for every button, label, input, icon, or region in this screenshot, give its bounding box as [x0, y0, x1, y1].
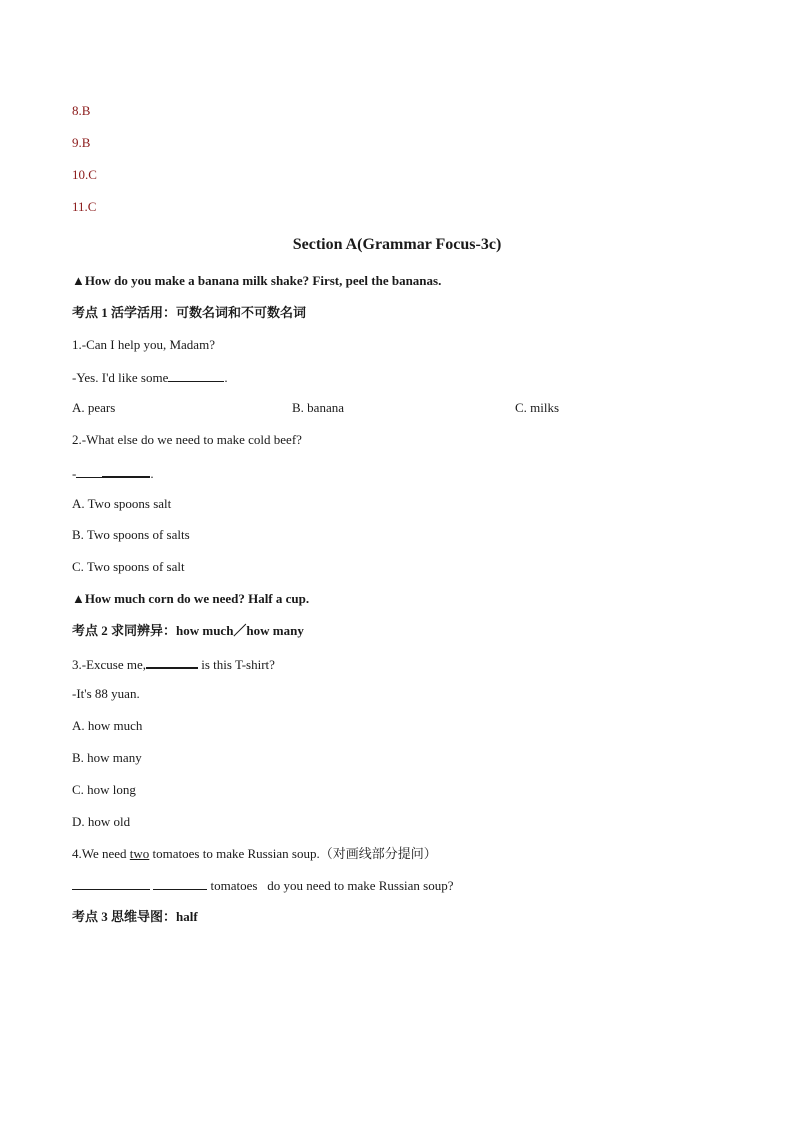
question-3-stem [72, 655, 275, 673]
grammar-focus-2: ▲How much corn do we need? Half a cup. [72, 591, 310, 606]
answer-10: 10.C [72, 167, 97, 182]
question-2-reply [72, 464, 154, 482]
reply-text: -Yes. I'd like some [72, 370, 169, 385]
question-3-reply: -It's 88 yuan. [72, 686, 140, 701]
question-2-stem: 2.-What else do we need to make cold beef? [72, 432, 302, 447]
question-3-option-a: A. how much [72, 718, 143, 733]
answer-text-end: do you need to make Russian soup? [267, 878, 454, 893]
question-2-option-b: B. Two spoons of salts [72, 527, 190, 542]
stem-text: 4.We need [72, 846, 130, 861]
answer-blank [153, 877, 207, 890]
question-3-option-c: C. how long [72, 782, 136, 797]
point-2-heading: 考点 2 求同辨异：how much／how many [72, 623, 304, 638]
question-3-option-d: D. how old [72, 814, 131, 829]
point-1-heading: 考点 1 活学活用：可数名词和不可数名词 [72, 305, 307, 320]
question-2-option-a: A. Two spoons salt [72, 496, 172, 511]
question-3-option-b: B. how many [72, 750, 142, 765]
reply-text: - [72, 466, 77, 481]
grammar-focus-1: ▲How do you make a banana milk shake? First, peel the bananas. [72, 273, 442, 288]
question-1-option-a: A. pears [72, 400, 116, 415]
answer-11: 11.C [72, 199, 97, 214]
question-1-reply [72, 369, 228, 386]
question-2-option-c: C. Two spoons of salt [72, 559, 185, 574]
question-1-stem: 1.-Can I help you, Madam? [72, 337, 215, 352]
underlined-word: two [129, 846, 150, 861]
question-1-option-b: B. banana [292, 400, 344, 415]
answer-8: 8.B [72, 103, 91, 118]
answer-blank [102, 464, 150, 478]
reply-end: . [150, 466, 154, 481]
question-1-option-c: C. milks [515, 400, 560, 415]
answer-blank [76, 465, 102, 478]
point-3-heading: 考点 3 思维导图：half [72, 909, 198, 924]
answer-9: 9.B [72, 135, 91, 150]
stem-text-end: is this T-shirt? [198, 657, 275, 672]
section-title: Section A(Grammar Focus-3c) [292, 236, 502, 253]
answer-blank [168, 369, 224, 382]
stem-text: 3.-Excuse me, [72, 657, 147, 672]
answer-text: tomatoes [207, 878, 258, 893]
question-4-stem [72, 846, 437, 862]
stem-text-end: tomatoes to make Russian soup.（对画线部分提问） [149, 846, 437, 861]
answer-blank [72, 877, 150, 890]
answer-blank [146, 655, 198, 669]
question-4-answer [72, 877, 454, 894]
reply-end: . [224, 370, 228, 385]
